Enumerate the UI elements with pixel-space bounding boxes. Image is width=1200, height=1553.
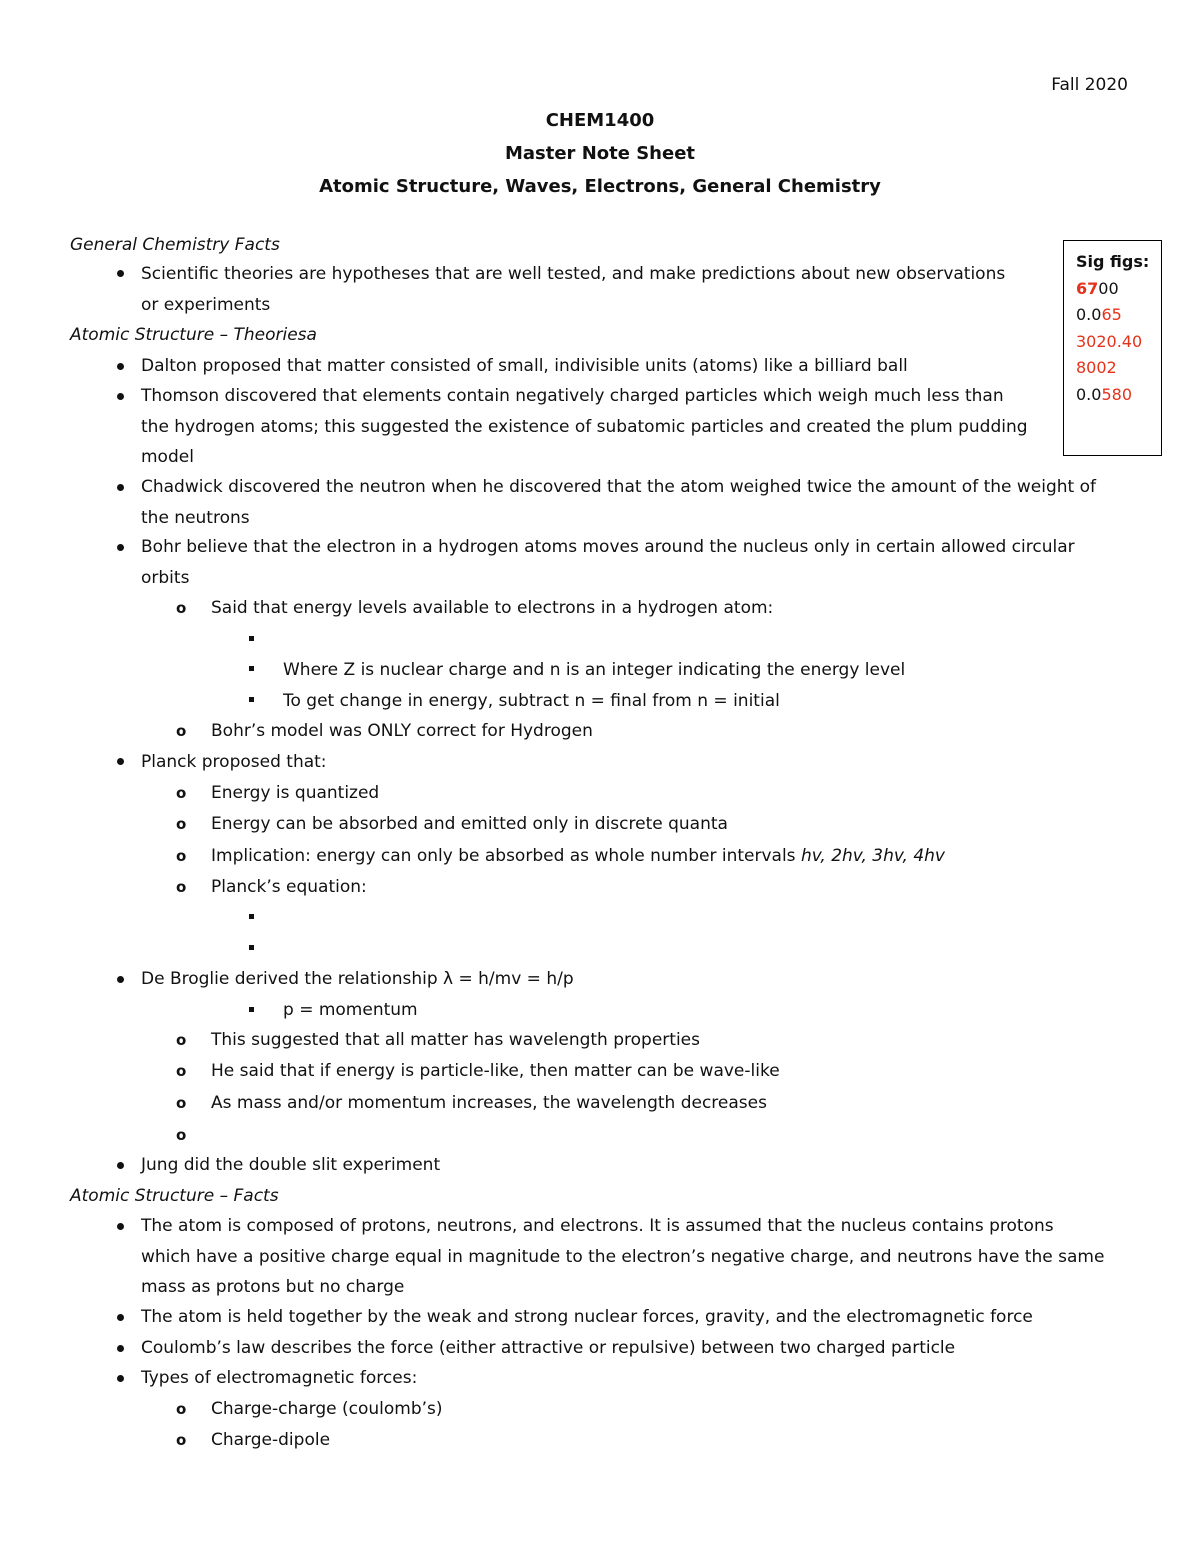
note-text: This suggested that all matter has wavelength properties	[211, 1030, 700, 1050]
note-text: De Broglie derived the relationship λ = h/mv = h/p	[141, 969, 574, 989]
note-text: Charge-charge (coulomb’s)	[211, 1399, 443, 1419]
note-text: The atom is composed of protons, neutrons, and electrons. It is assumed that the nucleus contains protons	[141, 1216, 1054, 1236]
bullet-icon	[117, 363, 124, 370]
section-heading: Atomic Structure – Theoriesa	[70, 325, 317, 345]
note-text: Said that energy levels available to electrons in a hydrogen atom:	[211, 598, 774, 618]
bullet-icon	[117, 758, 124, 765]
sig-fig-row: 0.065	[1076, 305, 1122, 324]
sub-bullet-icon: o	[176, 599, 187, 617]
bullet-icon	[117, 544, 124, 551]
bullet-icon	[117, 484, 124, 491]
note-text: or experiments	[141, 295, 271, 315]
note-text: p = momentum	[283, 1000, 418, 1020]
bullet-icon	[117, 1223, 124, 1230]
sub-bullet-icon: o	[176, 878, 187, 896]
note-text: Planck’s equation:	[211, 877, 367, 897]
note-text: Energy is quantized	[211, 783, 380, 803]
bullet-icon	[117, 393, 124, 400]
note-text: Scientific theories are hypotheses that are well tested, and make predictions about new observations	[141, 264, 1006, 284]
note-text: Types of electromagnetic forces:	[141, 1368, 418, 1388]
note-text: The atom is held together by the weak and strong nuclear forces, gravity, and the electromagnetic force	[141, 1307, 1033, 1327]
note-text: Coulomb’s law describes the force (either attractive or repulsive) between two charged particle	[141, 1338, 956, 1358]
sig-fig-row: 6700	[1076, 278, 1119, 298]
note-text: Implication: energy can only be absorbed as whole number intervals hv, 2hv, 3hv, 4hv	[211, 846, 945, 866]
note-text: orbits	[141, 568, 190, 588]
sig-fig-row: 0.0580	[1076, 384, 1132, 404]
sub-bullet-icon: o	[176, 1126, 187, 1144]
square-bullet-icon	[249, 945, 254, 950]
note-text: which have a positive charge equal in magnitude to the electron’s negative charge, and neutrons have the same	[141, 1247, 1105, 1267]
semester-label: Fall 2020	[1051, 75, 1128, 95]
note-text: Charge-dipole	[211, 1430, 331, 1450]
square-bullet-icon	[249, 666, 254, 671]
sub-bullet-icon: o	[176, 1062, 187, 1080]
bullet-icon	[117, 1375, 124, 1382]
square-bullet-icon	[249, 1007, 254, 1012]
note-text: Jung did the double slit experiment	[141, 1155, 441, 1175]
course-code: CHEM1400	[545, 110, 655, 131]
note-text: Planck proposed that:	[141, 752, 327, 772]
document-title: Master Note Sheet	[504, 143, 696, 164]
bullet-icon	[117, 1162, 124, 1169]
note-text: Chadwick discovered the neutron when he discovered that the atom weighed twice the amount of the weight of	[141, 477, 1096, 497]
sub-bullet-icon: o	[176, 1431, 187, 1449]
note-text: He said that if energy is particle-like, then matter can be wave-like	[211, 1061, 780, 1081]
square-bullet-icon	[249, 636, 254, 641]
sig-figs-box	[1063, 240, 1162, 456]
note-text: Where Z is nuclear charge and n is an integer indicating the energy level	[283, 660, 906, 680]
note-text: Bohr believe that the electron in a hydrogen atoms moves around the nucleus only in certain allowed circular	[141, 537, 1075, 557]
note-text: model	[141, 447, 194, 467]
note-text: mass as protons but no charge	[141, 1277, 405, 1297]
note-text: Energy can be absorbed and emitted only in discrete quanta	[211, 814, 728, 834]
bullet-icon	[117, 976, 124, 983]
sub-bullet-icon: o	[176, 1094, 187, 1112]
sub-bullet-icon: o	[176, 815, 187, 833]
sub-bullet-icon: o	[176, 847, 187, 865]
note-text: To get change in energy, subtract n = final from n = initial	[283, 691, 780, 711]
note-text: Thomson discovered that elements contain negatively charged particles which weigh much less than	[141, 386, 1004, 406]
square-bullet-icon	[249, 697, 254, 702]
note-text: Bohr’s model was ONLY correct for Hydrogen	[211, 721, 593, 741]
sub-bullet-icon: o	[176, 784, 187, 802]
note-text: the neutrons	[141, 508, 250, 528]
sub-bullet-icon: o	[176, 722, 187, 740]
note-text: Dalton proposed that matter consisted of small, indivisible units (atoms) like a billiard ball	[141, 356, 908, 376]
section-heading: General Chemistry Facts	[70, 235, 280, 255]
bullet-icon	[117, 1314, 124, 1321]
square-bullet-icon	[249, 914, 254, 919]
bullet-icon	[117, 270, 124, 277]
bullet-icon	[117, 1345, 124, 1352]
sig-fig-row: 8002	[1076, 358, 1117, 377]
title-block	[0, 104, 1200, 203]
section-heading: Atomic Structure – Facts	[70, 1186, 279, 1206]
note-text: As mass and/or momentum increases, the wavelength decreases	[211, 1093, 767, 1113]
document-subtitle: Atomic Structure, Waves, Electrons, General Chemistry	[319, 176, 881, 197]
sub-bullet-icon: o	[176, 1400, 187, 1418]
note-text: the hydrogen atoms; this suggested the existence of subatomic particles and created the plum pudding	[141, 417, 1028, 437]
sub-bullet-icon: o	[176, 1031, 187, 1049]
sig-figs-title: Sig figs:	[1076, 252, 1150, 271]
sig-fig-row: 3020.40	[1076, 331, 1143, 351]
